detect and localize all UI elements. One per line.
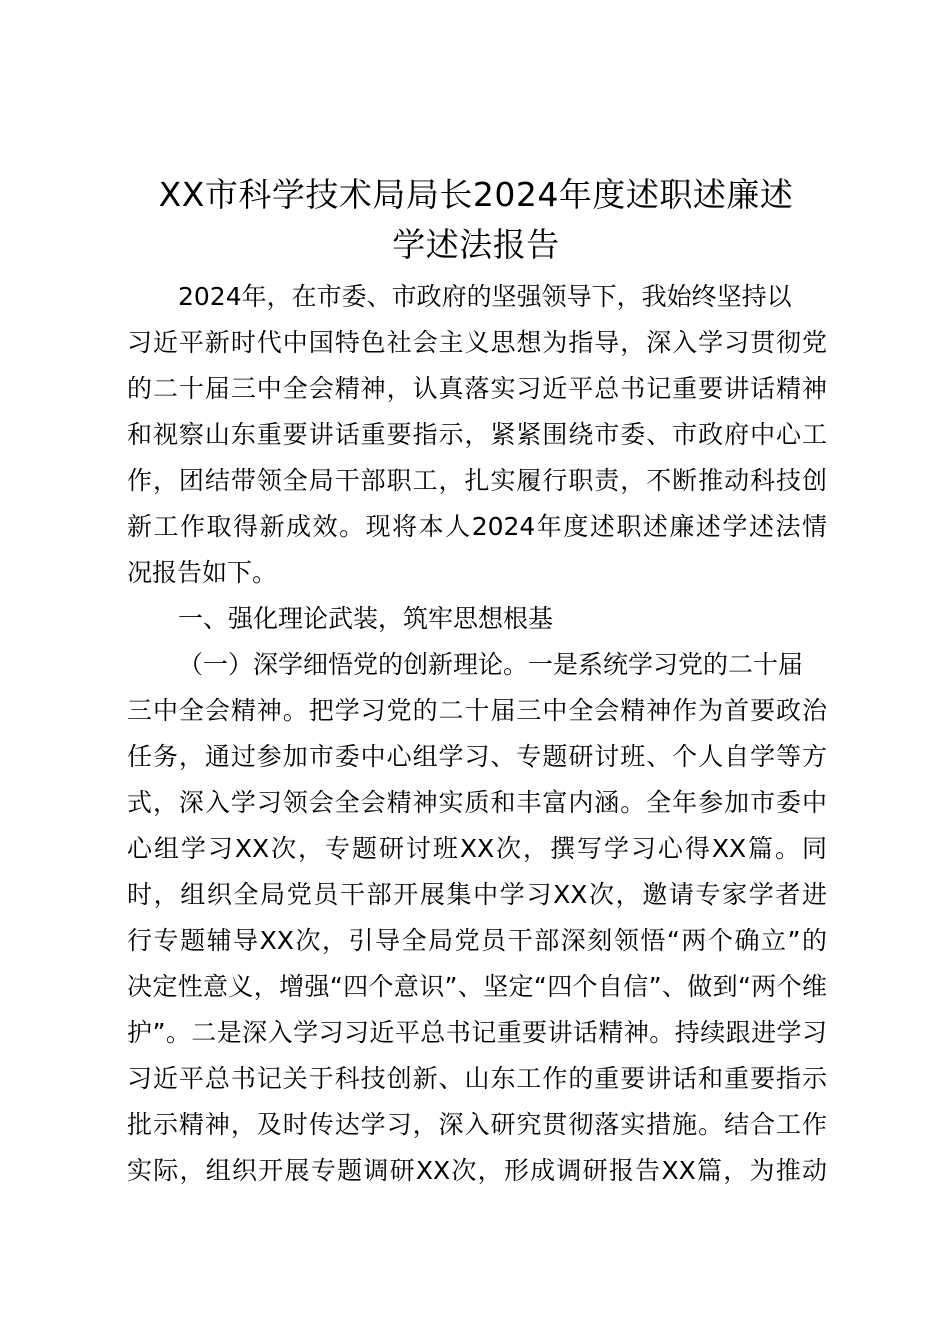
- text-line: 新工作取得新成效。现将本人2024年度述职述廉述学述法情: [127, 512, 827, 541]
- text-line: 习近平总书记关于科技创新、山东工作的重要讲话和重要指示: [127, 1064, 827, 1093]
- document-title: [120, 170, 832, 270]
- text-line: 和视察山东重要讲话重要指示，紧紧围绕市委、市政府中心工: [127, 420, 827, 449]
- text-line: 时，组织全局党员干部开展集中学习XX次，邀请专家学者进: [127, 880, 827, 909]
- text-line: 况报告如下。: [127, 558, 278, 587]
- text-line: （一）深学细悟党的创新理论。一是系统学习党的二十届: [178, 650, 804, 679]
- text-line: 行专题辅导XX次，引导全局党员干部深刻领悟“两个确立”的: [127, 926, 827, 955]
- section-heading: [0, 596, 950, 642]
- text-line: 式，深入学习领会全会精神实质和丰富内涵。全年参加市委中: [127, 788, 827, 817]
- title-line-1: XX市科学技术局局长2024年度述职述廉述: [158, 175, 794, 214]
- text-line: 实际，组织开展专题调研XX次，形成调研报告XX篇，为推动: [127, 1156, 827, 1185]
- text-line: 心组学习XX次，专题研讨班XX次，撰写学习心得XX篇。同: [127, 834, 827, 863]
- text-line: 习近平新时代中国特色社会主义思想为指导，深入学习贯彻党: [127, 328, 827, 357]
- text-line: 作，团结带领全局干部职工，扎实履行职责，不断推动科技创: [127, 466, 827, 495]
- text-line: 任务，通过参加市委中心组学习、专题研讨班、个人自学等方: [127, 742, 827, 771]
- text-line: 批示精神，及时传达学习，深入研究贯彻落实措施。结合工作: [127, 1110, 827, 1139]
- title-line-2: 学述法报告: [392, 225, 560, 264]
- text-line: 决定性意义，增强“四个意识”、坚定“四个自信”、做到“两个维: [127, 972, 827, 1001]
- text-line: 2024年，在市委、市政府的坚强领导下，我始终坚持以: [178, 282, 792, 311]
- text-line: 三中全会精神。把学习党的二十届三中全会精神作为首要政治: [127, 696, 827, 725]
- section-heading-text: 一、强化理论武装，筑牢思想根基: [178, 604, 554, 633]
- text-line: 的二十届三中全会精神，认真落实习近平总书记重要讲话精神: [127, 374, 827, 403]
- text-line: 护”。二是深入学习习近平总书记重要讲话精神。持续跟进学习: [127, 1018, 827, 1047]
